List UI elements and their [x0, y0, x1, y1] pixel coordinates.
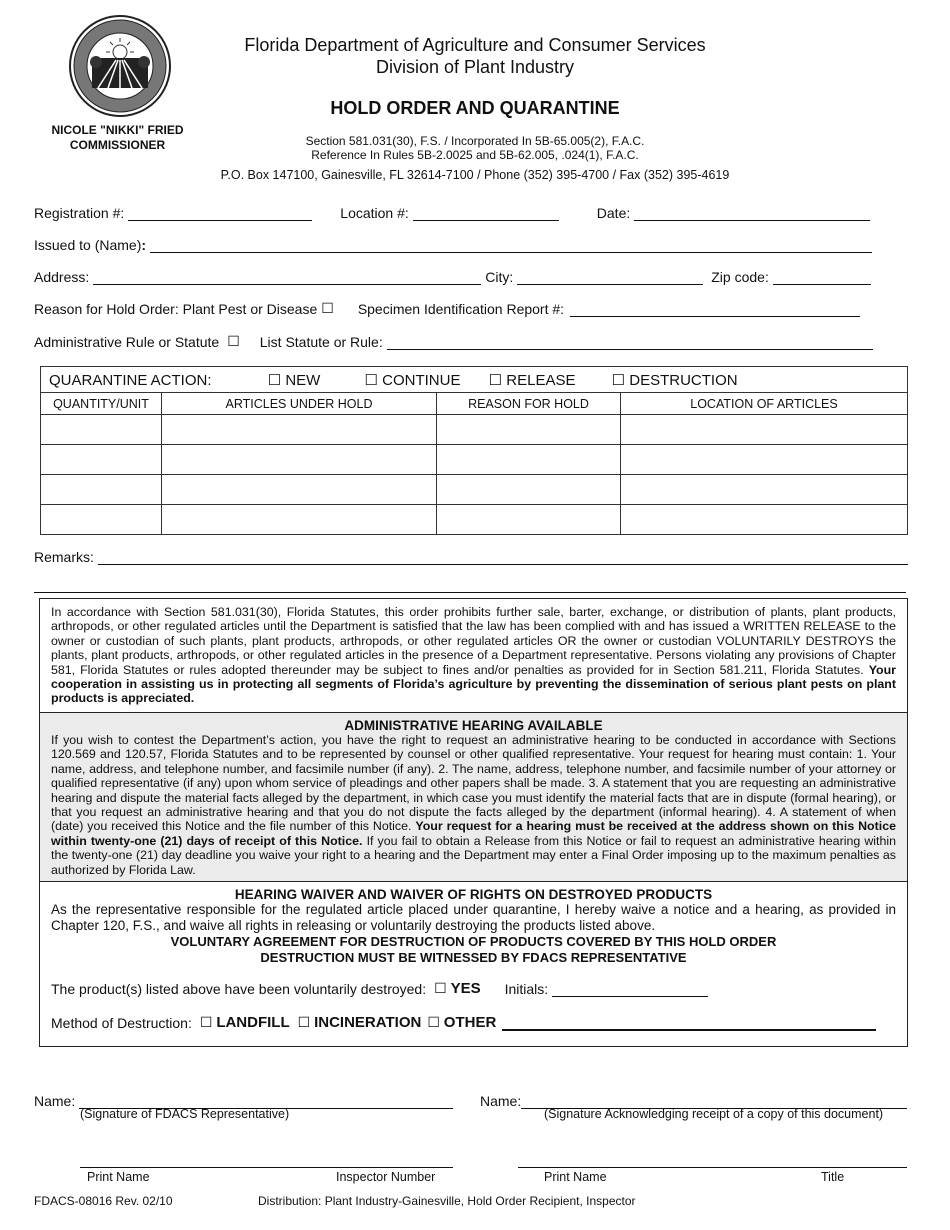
- quantity-cell[interactable]: [41, 505, 162, 535]
- yes-checkbox[interactable]: ☐ YES: [434, 980, 481, 997]
- commissioner-title: COMMISSIONER: [69, 138, 166, 152]
- destroyed-row: [51, 980, 896, 997]
- inspector-number-label: Inspector Number: [336, 1170, 436, 1184]
- issued-to-row: [34, 236, 874, 253]
- distribution-note: Distribution: Plant Industry-Gainesville, Hold Order Recipient, Inspector: [258, 1194, 636, 1208]
- table-row: [41, 475, 908, 505]
- location-label: Location #:: [340, 205, 409, 221]
- hearing-body-2: If you fail to obtain a Release from this Notice or fail to request an administrative hearing within the twenty-one (21) day deadline you waive your right to a hearing and the Department may enter a Final Order imposing up to the maximum penalties as authorized by Florida Law.: [51, 833, 896, 877]
- statute-reference: [190, 134, 760, 162]
- continue-checkbox[interactable]: ☐ CONTINUE: [364, 371, 461, 389]
- location-cell[interactable]: [621, 475, 908, 505]
- admin-rule-checkbox[interactable]: ☐: [227, 333, 240, 349]
- voluntary-agreement-title: VOLUNTARY AGREEMENT FOR DESTRUCTION OF PRODUCTS COVERED BY THIS HOLD ORDER: [170, 934, 777, 949]
- incineration-checkbox[interactable]: ☐ INCINERATION: [297, 1014, 422, 1031]
- admin-rule-label: Administrative Rule or Statute: [34, 334, 220, 350]
- specimen-field[interactable]: [570, 300, 860, 317]
- agency-address: P.O. Box 147100, Gainesville, FL 32614-7100 / Phone (352) 395-4700 / Fax (352) 395-4619: [220, 168, 730, 182]
- quarantine-table: [40, 366, 908, 535]
- notice-text: [51, 605, 896, 706]
- new-checkbox[interactable]: ☐ NEW: [267, 371, 321, 389]
- recipient-print-line[interactable]: [518, 1167, 907, 1168]
- method-row: [51, 1013, 896, 1031]
- column-articles: ARTICLES UNDER HOLD: [162, 393, 437, 415]
- division-name: Division of Plant Industry: [375, 57, 575, 77]
- registration-label: Registration #:: [34, 205, 125, 221]
- document-title: HOLD ORDER AND QUARANTINE: [330, 98, 620, 118]
- notice-box: [39, 598, 908, 713]
- articles-cell[interactable]: [162, 475, 437, 505]
- hearing-title: ADMINISTRATIVE HEARING AVAILABLE: [344, 718, 603, 733]
- form-id: FDACS-08016 Rev. 02/10: [34, 1194, 173, 1208]
- hearing-body-1: If you wish to contest the Department’s action, you have the right to request an administrative hearing to be conducted in accordance with Sections 120.569 and 120.57, Florida Statutes and to be represented by counsel or other qualified representative. Your request for hearing must contain: 1. Your name, address, and telephone number, and facsimile number (if any). 2. The name, address, telephone number, and facsimile number of your attorney or qualified representative (if any) upon whom service of pleadings and other papers shall be made. 3. A statement that you are requesting an administrative hearing and dispute the material facts alleged by the department, in which case you must identify the material facts that are in dispute (formal hearing), or that you request an administrative hearing and that you do not dispute the facts alleged by the department (informal hearing). 4. A statement of when (date) you received this Notice and the file number of this Notice.: [51, 733, 896, 834]
- location-cell[interactable]: [621, 445, 908, 475]
- agency-header: [190, 34, 760, 78]
- remarks-line-2[interactable]: [34, 592, 906, 593]
- registration-field[interactable]: [128, 204, 312, 221]
- articles-cell[interactable]: [162, 505, 437, 535]
- other-checkbox[interactable]: ☐ OTHER: [427, 1014, 497, 1031]
- column-location: LOCATION OF ARTICLES: [621, 393, 908, 415]
- city-label: City:: [485, 269, 514, 285]
- date-field[interactable]: [634, 204, 870, 221]
- location-field[interactable]: [413, 204, 559, 221]
- notice-body: In accordance with Section 581.031(30), Florida Statutes, this order prohibits further sale, barter, exchange, or distribution of plants, plant products, arthropods, or other regulated articles until the Department is satisfied that the law has been complied with and has issued a WRITTEN RELEASE to the owner or custodian of such plants, plant products, arthropods, or other regulated articles OR the owner or custodian VOLUNTARILY DESTROYS the plants, plant products, arthropods, or other regulated articles in the presence of a Department representative. Persons violating any provisions of Chapter 581, Florida Statutes or rules adopted thereunder may be subject to fines and/or penalties as provided for in Section 581.211, Florida Statutes.: [51, 605, 896, 677]
- fdacs-name-label: Name:: [34, 1093, 76, 1109]
- hearing-bold: Your request for a hearing must be received at the address shown on this Notice within twenty-one (21) days of receipt of this Notice.: [51, 819, 896, 848]
- list-statute-label: List Statute or Rule:: [259, 334, 383, 350]
- column-reason: REASON FOR HOLD: [437, 393, 621, 415]
- waiver-title: HEARING WAIVER AND WAIVER OF RIGHTS ON DESTROYED PRODUCTS: [234, 887, 713, 902]
- print-name-label-left: Print Name: [87, 1170, 150, 1184]
- quantity-cell[interactable]: [41, 475, 162, 505]
- zip-field[interactable]: [773, 268, 871, 285]
- location-cell[interactable]: [621, 415, 908, 445]
- address-row: [34, 268, 874, 285]
- registration-row: [34, 204, 874, 221]
- release-checkbox[interactable]: ☐ RELEASE: [488, 371, 576, 389]
- date-label: Date:: [596, 205, 631, 221]
- location-cell[interactable]: [621, 505, 908, 535]
- reason-row: [34, 300, 874, 317]
- agency-name: Florida Department of Agriculture and Consumer Services: [244, 35, 706, 55]
- recipient-name-label: Name:: [480, 1093, 522, 1109]
- initials-label: Initials:: [504, 981, 549, 997]
- zip-label: Zip code:: [711, 269, 769, 285]
- fdacs-signature-caption: (Signature of FDACS Representative): [80, 1107, 290, 1121]
- address-label: Address:: [34, 269, 90, 285]
- commissioner-block: [40, 123, 195, 153]
- print-name-label-right: Print Name: [544, 1170, 607, 1184]
- quarantine-action-label: QUARANTINE ACTION:: [49, 371, 212, 389]
- quarantine-action-row: [41, 367, 908, 393]
- issued-to-colon: :: [141, 237, 147, 253]
- statute-line-2: Reference In Rules 5B-2.0025 and 5B-62.005, .024(1), F.A.C.: [311, 148, 639, 162]
- plant-pest-checkbox[interactable]: ☐: [321, 300, 334, 316]
- reason-cell[interactable]: [437, 475, 621, 505]
- admin-rule-row: [34, 333, 874, 350]
- notice-bold: Your cooperation in assisting us in protecting all segments of Florida’s agriculture by preventing the dissemination of serious plant pests on plant products is appreciated.: [51, 662, 896, 706]
- destruction-checkbox[interactable]: ☐ DESTRUCTION: [611, 371, 738, 389]
- column-quantity: QUANTITY/UNIT: [41, 393, 162, 415]
- reason-cell[interactable]: [437, 445, 621, 475]
- articles-cell[interactable]: [162, 415, 437, 445]
- statute-line-1: Section 581.031(30), F.S. / Incorporated In 5B-65.005(2), F.A.C.: [305, 134, 645, 148]
- commissioner-name: NICOLE "NIKKI" FRIED: [51, 123, 184, 137]
- address-field[interactable]: [93, 268, 481, 285]
- articles-cell[interactable]: [162, 445, 437, 475]
- witness-notice: DESTRUCTION MUST BE WITNESSED BY FDACS REPRESENTATIVE: [260, 950, 687, 965]
- table-row: [41, 505, 908, 535]
- issued-to-field[interactable]: [150, 236, 872, 253]
- reason-cell[interactable]: [437, 415, 621, 445]
- waiver-box: [39, 881, 908, 1047]
- remarks-field[interactable]: [98, 548, 908, 565]
- quarantine-column-headers: [41, 393, 908, 415]
- remarks-row: [34, 548, 908, 565]
- destroyed-question: The product(s) listed above have been voluntarily destroyed:: [51, 981, 427, 997]
- other-method-field[interactable]: [502, 1013, 876, 1031]
- table-row: [41, 415, 908, 445]
- reason-cell[interactable]: [437, 505, 621, 535]
- hearing-box: [39, 712, 908, 882]
- hearing-text: [51, 733, 896, 877]
- landfill-checkbox[interactable]: ☐ LANDFILL: [199, 1014, 290, 1031]
- specimen-label: Specimen Identification Report #:: [357, 301, 565, 317]
- waiver-text: As the representative responsible for the regulated article placed under quarantine, I hereby waive a notice and a hearing, as provided in Chapter 120, F.S., and waive all rights in releasing or voluntarily destroying the products listed above.: [51, 902, 896, 933]
- method-label: Method of Destruction:: [51, 1015, 192, 1031]
- quantity-cell[interactable]: [41, 445, 162, 475]
- table-row: [41, 445, 908, 475]
- reason-label: Reason for Hold Order: Plant Pest or Disease: [34, 301, 318, 317]
- fdacs-print-line[interactable]: [80, 1167, 453, 1168]
- initials-field[interactable]: [552, 980, 708, 997]
- quantity-cell[interactable]: [41, 415, 162, 445]
- issued-to-label: Issued to (Name): [34, 237, 142, 253]
- recipient-signature-caption: (Signature Acknowledging receipt of a copy of this document): [544, 1107, 884, 1121]
- department-seal: [68, 14, 172, 118]
- remarks-label: Remarks:: [34, 549, 94, 565]
- list-statute-field[interactable]: [387, 333, 873, 350]
- city-field[interactable]: [517, 268, 703, 285]
- title-label: Title: [821, 1170, 845, 1184]
